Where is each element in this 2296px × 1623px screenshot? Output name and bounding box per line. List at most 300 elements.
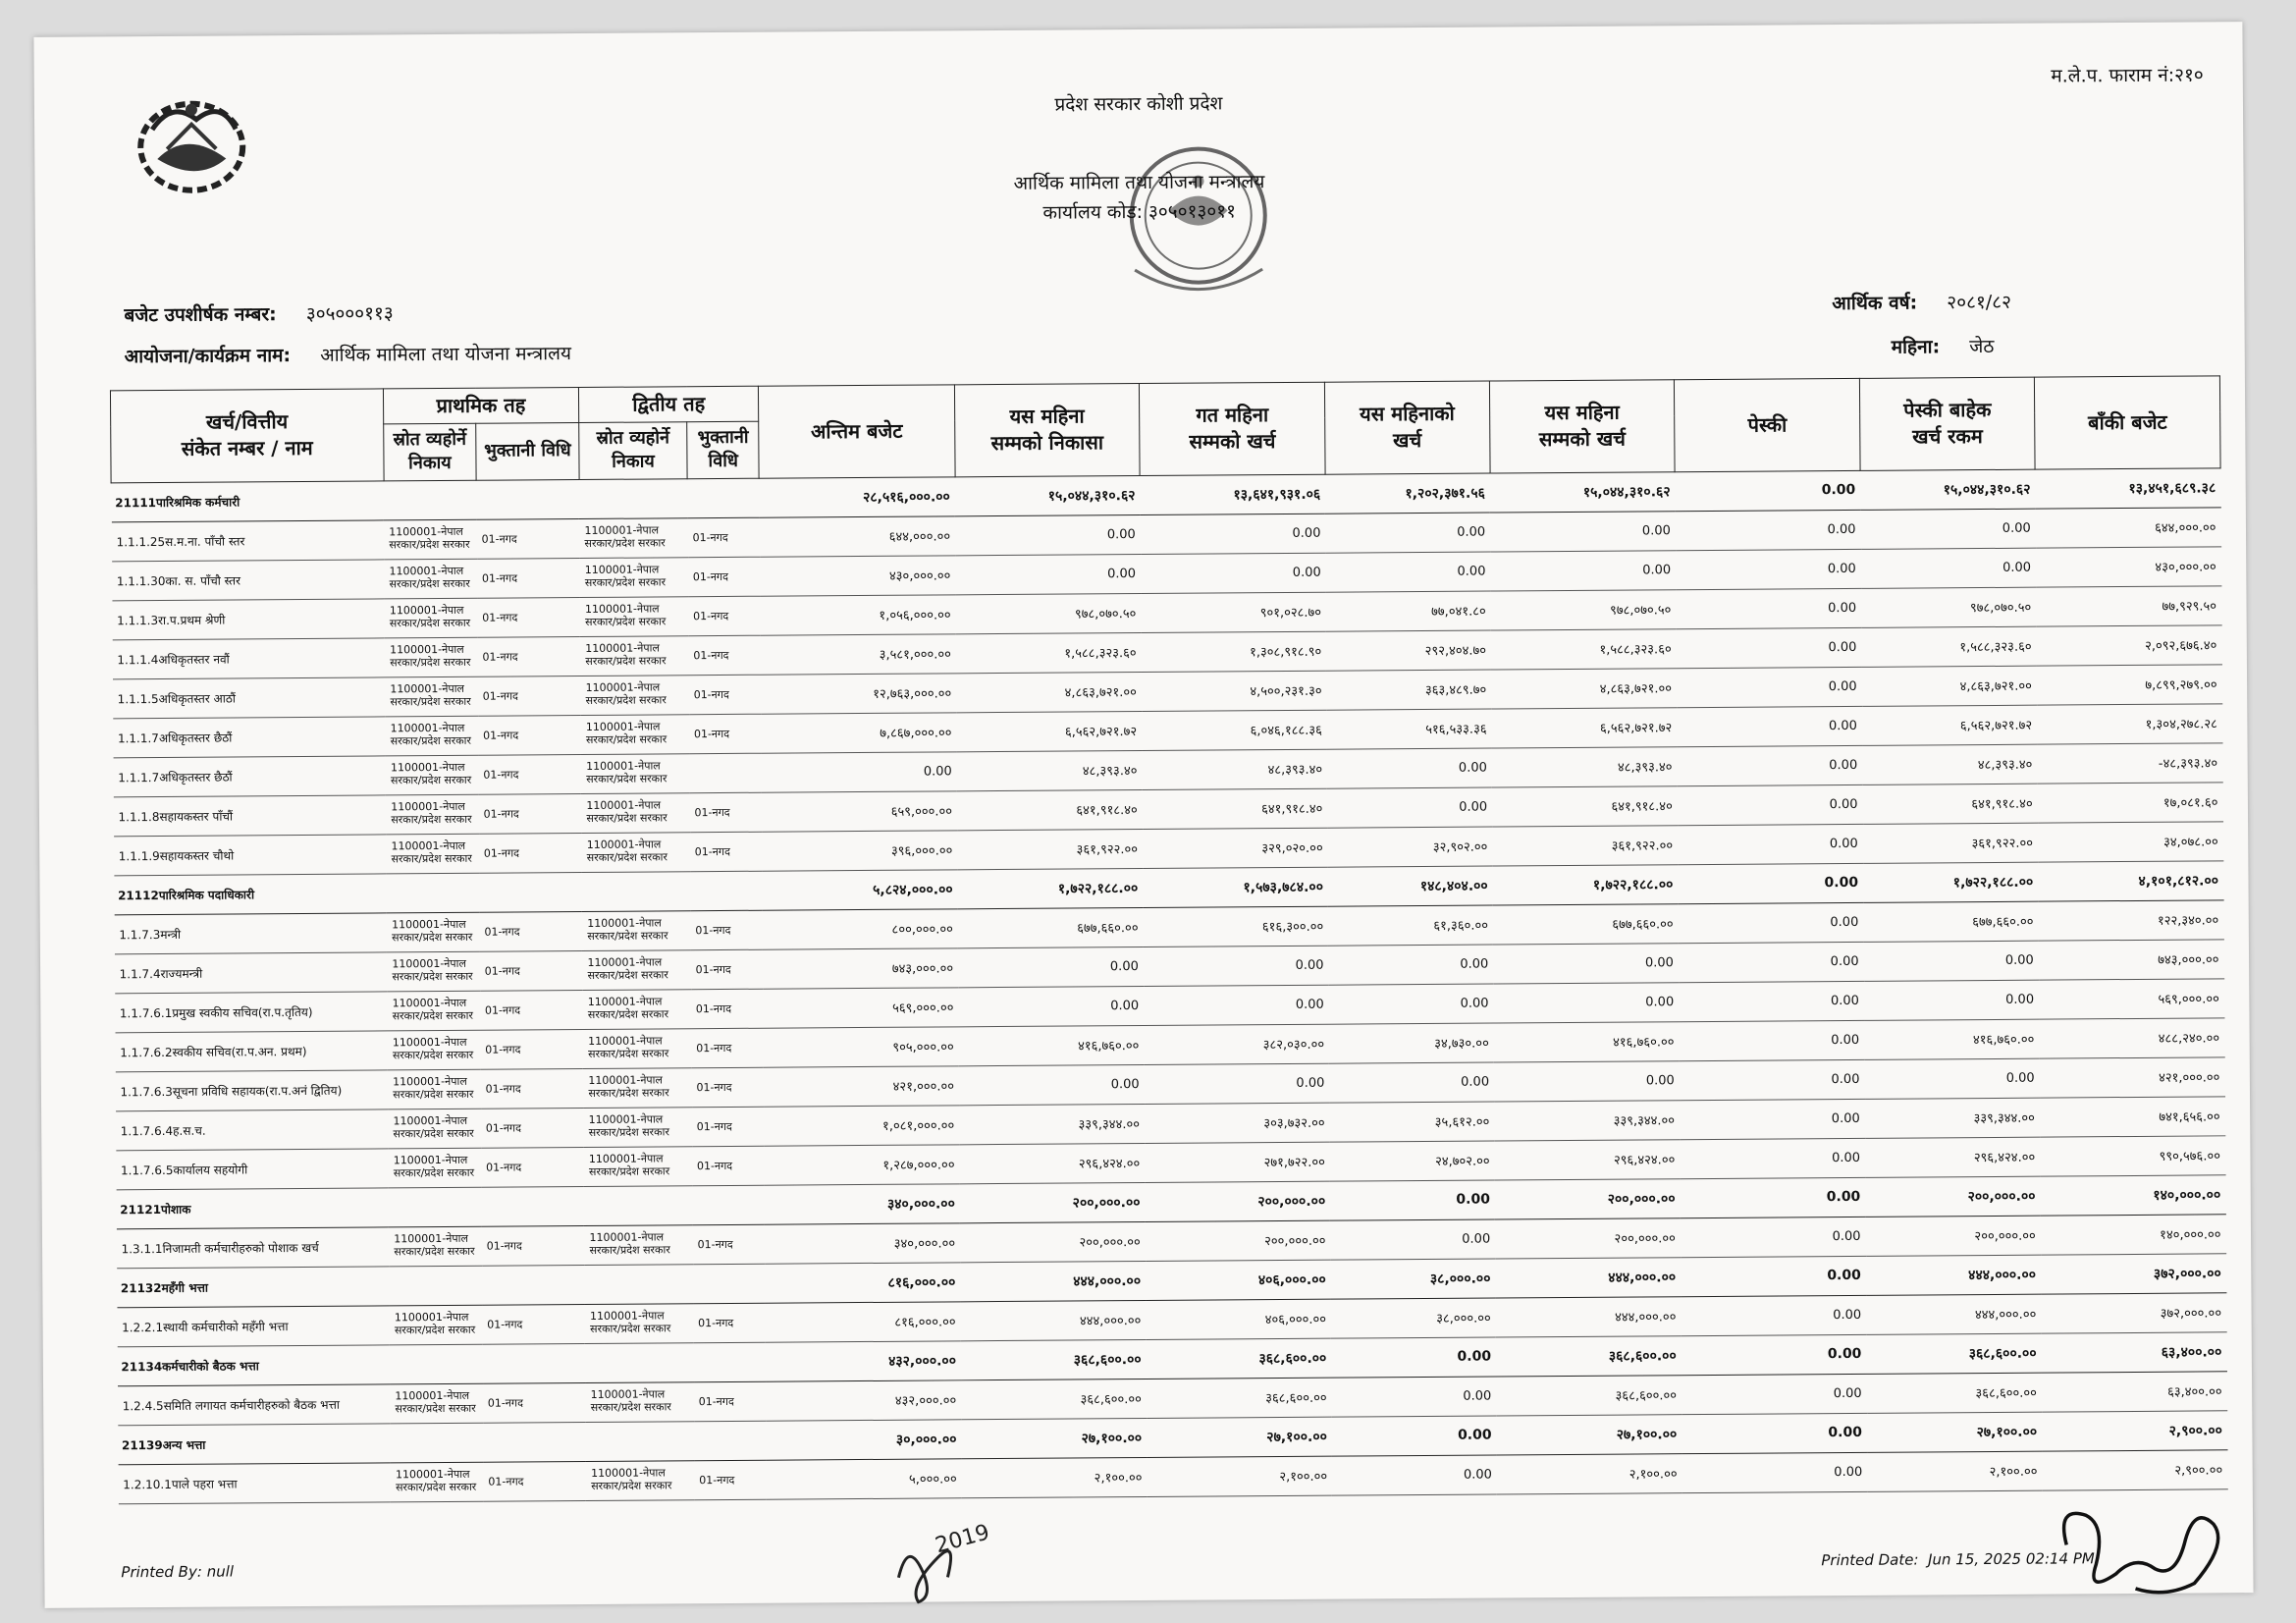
remaining-budget-cell: ६३,४००.०० — [2041, 1331, 2226, 1372]
final-budget-cell: ८००,०००.०० — [763, 908, 958, 948]
primary-source-agency: 1100001-नेपाल सरकार/प्रदेश सरकार — [388, 1030, 481, 1070]
release-cell: ३३९,३४४.०० — [959, 1104, 1145, 1144]
secondary-payment-method — [687, 478, 760, 518]
header-release: यस महिना सम्मको निकासा — [954, 384, 1140, 477]
prev-expense-cell: १,५७३,७८४.०० — [1143, 867, 1328, 907]
cumulative-expense-cell: 0.00 — [1490, 550, 1676, 590]
secondary-source-agency — [579, 478, 687, 518]
secondary-payment-method: 01-नगद — [689, 675, 762, 715]
secondary-payment-method — [694, 1421, 767, 1461]
primary-source-agency — [389, 1266, 482, 1306]
primary-payment-method: 01-नगद — [478, 715, 581, 755]
net-expense-cell: 0.00 — [1864, 980, 2039, 1020]
secondary-payment-method — [689, 753, 762, 793]
primary-payment-method: 01-नगद — [479, 911, 582, 951]
primary-payment-method: 01-नगद — [481, 1108, 584, 1148]
primary-source-agency: 1100001-नेपाल सरकार/प्रदेश सरकार — [386, 755, 479, 795]
month-expense-cell: १,२०२,३७१.५६ — [1325, 473, 1490, 514]
primary-payment-method: 01-नगद — [480, 1029, 583, 1069]
release-cell: ३६८,६००.०० — [961, 1339, 1147, 1380]
month-expense-cell: ३४,७३०.०० — [1329, 1023, 1494, 1063]
prev-expense-cell: ३०३,७३२.०० — [1145, 1103, 1330, 1143]
prev-expense-cell: ६४१,९१८.४० — [1143, 788, 1328, 829]
advance-cell: 0.00 — [1677, 667, 1862, 707]
net-expense-cell: ४४४,०००.०० — [1866, 1255, 2041, 1295]
cumulative-expense-cell: २००,०००.०० — [1495, 1217, 1681, 1258]
remaining-budget-cell: १४०,०००.०० — [2040, 1174, 2225, 1215]
cumulative-expense-cell: ३६१,९२२.०० — [1492, 825, 1678, 865]
header-month-expense: यस महिनाको खर्च — [1324, 381, 1489, 474]
primary-source-agency — [391, 1423, 484, 1463]
header-source-agency: स्रोत व्यहोर्ने निकाय — [383, 423, 476, 480]
month-expense-cell: 0.00 — [1332, 1455, 1497, 1495]
primary-source-agency — [387, 873, 480, 913]
header-code-name: खर्च/वित्तीय संकेत नम्बर / नाम — [110, 389, 383, 483]
row-code-name: 1.1.1.9सहायकस्तर चौथो — [114, 834, 387, 875]
primary-payment-method: 01-नगद — [482, 1225, 585, 1266]
advance-cell: 0.00 — [1679, 942, 1864, 982]
net-expense-cell: ४४४,०००.०० — [1866, 1294, 2041, 1334]
release-cell: ६७७,६६०.०० — [958, 907, 1144, 947]
cumulative-expense-cell: १५,०४४,३१०.६२ — [1490, 471, 1676, 512]
secondary-payment-method: 01-नगद — [692, 1107, 765, 1147]
release-cell: ४८,३९३.४० — [957, 750, 1143, 790]
net-expense-cell: ६४१,९१८.४० — [1862, 784, 2037, 824]
secondary-source-agency — [582, 871, 690, 911]
advance-cell: 0.00 — [1677, 627, 1862, 668]
primary-source-agency — [384, 480, 477, 520]
release-cell: 0.00 — [955, 514, 1141, 555]
month-expense-cell: ३५,६१२.०० — [1330, 1102, 1495, 1142]
prev-expense-cell: १,३०८,९१८.९० — [1141, 631, 1326, 672]
cumulative-expense-cell: २,१००.०० — [1497, 1453, 1682, 1493]
net-expense-cell: १,५८८,३२३.६० — [1861, 626, 2036, 667]
advance-cell: 0.00 — [1678, 824, 1863, 864]
prev-expense-cell: 0.00 — [1141, 514, 1326, 554]
primary-source-agency: 1100001-नेपाल सरकार/प्रदेश सरकार — [384, 559, 477, 599]
secondary-source-agency: 1100001-नेपाल सरकार/प्रदेश सरकार — [586, 1460, 694, 1500]
month-expense-cell: ३२,९०२.०० — [1328, 827, 1493, 867]
month-expense-cell: ७७,०४१.८० — [1326, 591, 1491, 631]
net-expense-cell: ३६१,९२२.०० — [1863, 823, 2038, 863]
secondary-source-agency: 1100001-नेपाल सरकार/प्रदेश सरकार — [584, 1107, 692, 1147]
program-name — [125, 340, 571, 368]
remaining-budget-cell: १४०,०००.०० — [2041, 1214, 2226, 1254]
header-advance: पेस्की — [1675, 378, 1860, 471]
final-budget-cell: १,२८७,०००.०० — [764, 1144, 959, 1184]
month-expense-cell: 0.00 — [1327, 787, 1492, 828]
secondary-source-agency: 1100001-नेपाल सरकार/प्रदेश सरकार — [581, 714, 689, 754]
primary-source-agency: 1100001-नेपाल सरकार/प्रदेश सरकार — [385, 637, 478, 677]
final-budget-cell: ३४०,०००.०० — [765, 1183, 960, 1223]
month-expense-cell: ३८,०००.०० — [1331, 1259, 1496, 1299]
secondary-payment-method: 01-नगद — [690, 832, 763, 872]
prev-expense-cell: १३,६४१,९३१.०६ — [1140, 474, 1325, 514]
initials-signature — [879, 1518, 1076, 1607]
primary-payment-method: 01-नगद — [478, 793, 581, 834]
advance-cell: 0.00 — [1682, 1413, 1867, 1453]
cumulative-expense-cell: २००,०००.०० — [1495, 1178, 1681, 1218]
remaining-budget-cell: ६३,४००.०० — [2042, 1371, 2227, 1411]
net-expense-cell: २७,१००.०० — [1867, 1412, 2042, 1452]
secondary-payment-method — [693, 1264, 766, 1304]
cumulative-expense-cell: ४४४,०००.०० — [1496, 1296, 1682, 1336]
secondary-payment-method: 01-नगद — [694, 1460, 767, 1500]
month-expense-cell: 0.00 — [1331, 1337, 1496, 1378]
secondary-source-agency: 1100001-नेपाल सरकार/प्रदेश सरकार — [583, 1028, 691, 1068]
advance-cell: 0.00 — [1681, 1295, 1866, 1335]
release-cell: ३६८,६००.०० — [961, 1379, 1147, 1419]
row-code-name: 21134कर्मचारीको बैठक भत्ता — [117, 1344, 390, 1385]
primary-payment-method: 01-नगद — [477, 558, 580, 598]
cumulative-expense-cell: 0.00 — [1490, 511, 1676, 551]
release-cell: 0.00 — [958, 986, 1144, 1026]
row-code-name: 1.1.7.6.3सूचना प्रविधि सहायक(रा.प.अनं द्वितिय) — [115, 1069, 388, 1110]
remaining-budget-cell: ३७२,०००.०० — [2041, 1292, 2226, 1332]
secondary-source-agency: 1100001-नेपाल सरकार/प्रदेश सरकार — [581, 753, 689, 793]
advance-cell: 0.00 — [1682, 1452, 1867, 1492]
primary-payment-method: 01-नगद — [483, 1382, 586, 1423]
signature — [2047, 1485, 2244, 1603]
final-budget-cell: ६५९,०००.०० — [762, 790, 957, 831]
remaining-budget-cell: २,९००.०० — [2042, 1410, 2227, 1450]
advance-cell: 0.00 — [1675, 470, 1860, 511]
secondary-source-agency: 1100001-नेपाल सरकार/प्रदेश सरकार — [580, 635, 688, 676]
secondary-source-agency: 1100001-नेपाल सरकार/प्रदेश सरकार — [584, 1224, 692, 1265]
secondary-source-agency: 1100001-नेपाल सरकार/प्रदेश सरकार — [580, 557, 688, 597]
header-primary-level: प्राथमिक तह — [383, 388, 578, 424]
advance-cell: 0.00 — [1680, 1099, 1865, 1139]
net-expense-cell: ९७८,०७०.५० — [1861, 587, 2036, 627]
prev-expense-cell: २००,०००.०० — [1146, 1220, 1331, 1261]
secondary-payment-method: 01-नगद — [688, 596, 761, 636]
prev-expense-cell: ४०६,०००.०० — [1146, 1260, 1331, 1300]
document-sheet — [33, 22, 2253, 1608]
header-cumulative-expense: यस महिना सम्मको खर्च — [1489, 380, 1675, 473]
primary-payment-method: 01-नगद — [481, 1147, 584, 1187]
cumulative-expense-cell: 0.00 — [1494, 1060, 1680, 1101]
remaining-budget-cell: ४३०,०००.०० — [2036, 546, 2221, 586]
cumulative-expense-cell: ६,५६२,७२१.७२ — [1491, 707, 1677, 747]
month-expense-cell: 0.00 — [1327, 748, 1492, 788]
month-expense-cell: 0.00 — [1325, 513, 1490, 553]
secondary-source-agency: 1100001-नेपाल सरकार/प्रदेश सरकार — [583, 1067, 691, 1108]
month-expense-cell: 0.00 — [1326, 552, 1491, 592]
primary-payment-method: 01-नगद — [482, 1304, 585, 1344]
office-stamp — [1095, 122, 1302, 329]
primary-source-agency: 1100001-नेपाल सरकार/प्रदेश सरकार — [386, 716, 479, 756]
net-expense-cell: १,७२२,१८८.०० — [1863, 862, 2038, 902]
primary-source-agency: 1100001-नेपाल सरकार/प्रदेश सरकार — [385, 676, 478, 717]
secondary-payment-method — [690, 871, 763, 911]
secondary-payment-method: 01-नगद — [694, 1381, 767, 1422]
primary-payment-method — [481, 1186, 584, 1226]
secondary-source-agency: 1100001-नेपाल सरकार/प्रदेश सरकार — [583, 989, 691, 1029]
net-expense-cell: 0.00 — [1864, 1058, 2039, 1099]
printed-by-value: null — [206, 1562, 235, 1581]
final-budget-cell: ४२१,०००.०० — [764, 1065, 959, 1106]
remaining-budget-cell: २,९००.०० — [2042, 1449, 2227, 1489]
row-code-name: 1.2.2.1स्थायी कर्मचारीको महँगी भत्ता — [117, 1305, 390, 1346]
cumulative-expense-cell: ३६८,६००.०० — [1496, 1335, 1682, 1376]
remaining-budget-cell: ७४१,६५६.०० — [2040, 1096, 2225, 1136]
row-code-name: 1.1.7.6.4ह.स.च. — [116, 1109, 389, 1150]
printed-date-value: Jun 15, 2025 02:14 PM — [1928, 1549, 2095, 1569]
program-label: आयोजना/कार्यक्रम नाम: — [124, 345, 292, 368]
remaining-budget-cell: ४२१,०००.०० — [2040, 1056, 2225, 1097]
advance-cell: 0.00 — [1680, 1138, 1865, 1178]
month-expense-cell: ५१६,५३३.३६ — [1327, 709, 1492, 749]
secondary-source-agency: 1100001-नेपाल सरकार/प्रदेश सरकार — [582, 832, 690, 872]
fiscal-year-label: आर्थिक वर्ष: — [1832, 292, 1918, 315]
office-code: कार्यालय कोड: ३०५०१३०११ — [1042, 200, 1237, 224]
secondary-source-agency: 1100001-नेपाल सरकार/प्रदेश सरकार — [580, 675, 688, 715]
row-code-name: 1.1.1.7अधिकृतस्तर छैठौं — [113, 755, 386, 796]
secondary-source-agency: 1100001-नेपाल सरकार/प्रदेश सरकार — [585, 1381, 693, 1422]
primary-payment-method: 01-नगद — [479, 833, 582, 873]
secondary-payment-method: 01-नगद — [691, 1067, 764, 1108]
advance-cell: 0.00 — [1676, 588, 1861, 628]
primary-source-agency: 1100001-नेपाल सरकार/प्रदेश सरकार — [389, 1148, 482, 1188]
secondary-payment-method: 01-नगद — [688, 635, 761, 676]
row-code-name: 21121पोशाक — [116, 1187, 389, 1228]
net-expense-cell: २९६,४२४.०० — [1865, 1137, 2040, 1177]
advance-cell: 0.00 — [1676, 510, 1861, 550]
row-code-name: 1.1.7.4राज्यमन्त्री — [114, 951, 387, 993]
secondary-payment-method — [693, 1342, 766, 1382]
cumulative-expense-cell: ६४१,९१८.४० — [1492, 785, 1678, 826]
row-code-name: 1.2.10.1पाले पहरा भत्ता — [118, 1462, 391, 1503]
remaining-budget-cell: १७,०८१.६० — [2038, 782, 2223, 822]
net-expense-cell: २,१००.०० — [1867, 1451, 2042, 1491]
office-line-2: आर्थिक मामिला तथा योजना मन्त्रालय — [1013, 171, 1265, 194]
month-expense-cell: ३८,०००.०० — [1331, 1298, 1496, 1338]
net-expense-cell: ६,५६२,७२१.७२ — [1862, 705, 2037, 745]
month-expense-cell: ३६३,४८९.७० — [1326, 670, 1491, 710]
prev-expense-cell: ३६८,६००.०० — [1147, 1378, 1332, 1418]
final-budget-cell: ९०५,०००.०० — [763, 1026, 958, 1066]
release-cell: १,७२२,१८८.०० — [957, 868, 1143, 908]
primary-source-agency: 1100001-नेपाल सरकार/प्रदेश सरकार — [385, 598, 478, 638]
prev-expense-cell: ३२९,०२०.०० — [1143, 828, 1328, 868]
primary-payment-method — [483, 1422, 586, 1462]
secondary-source-agency — [584, 1185, 692, 1225]
final-budget-cell: ३,५८१,०००.०० — [761, 633, 956, 674]
release-cell: 0.00 — [955, 554, 1141, 594]
budget-subhead-label: बजेट उपशीर्षक नम्बर: — [124, 303, 277, 327]
final-budget-cell: ७४३,०००.०० — [763, 947, 958, 988]
row-code-name: 1.1.1.5अधिकृतस्तर आठौं — [113, 676, 386, 718]
secondary-source-agency — [585, 1264, 693, 1304]
remaining-budget-cell: ५६९,०००.०० — [2039, 978, 2224, 1018]
final-budget-cell: 0.00 — [761, 751, 956, 791]
prev-expense-cell: ३८२,०३०.०० — [1144, 1024, 1329, 1064]
final-budget-cell: ४३२,०००.०० — [766, 1380, 961, 1420]
final-budget-cell: ४३२,०००.०० — [766, 1340, 961, 1380]
month-expense-cell: १४८,४०४.०० — [1328, 866, 1493, 906]
cumulative-expense-cell: ९७८,०७०.५० — [1491, 589, 1677, 629]
final-budget-cell: ४३०,०००.०० — [760, 555, 955, 595]
month — [1892, 333, 1995, 359]
primary-source-agency: 1100001-नेपाल सरकार/प्रदेश सरकार — [386, 834, 479, 874]
month-expense-cell: 0.00 — [1330, 1219, 1495, 1260]
final-budget-cell: ३०,०००.०० — [766, 1419, 961, 1459]
primary-source-agency: 1100001-नेपाल सरकार/प्रदेश सरकार — [386, 794, 479, 835]
secondary-source-agency — [585, 1342, 693, 1382]
row-code-name: 21139अन्य भत्ता — [118, 1423, 391, 1464]
prev-expense-cell: ४८,३९३.४० — [1142, 749, 1327, 789]
month-expense-cell: 0.00 — [1331, 1377, 1496, 1417]
release-cell: ४४४,०००.०० — [960, 1261, 1146, 1301]
prev-expense-cell: 0.00 — [1144, 946, 1329, 986]
release-cell: ६,५६२,७२१.७२ — [956, 711, 1142, 751]
header-remaining-budget: बाँकी बजेट — [2035, 376, 2220, 469]
prev-expense-cell: ३६८,६००.०० — [1146, 1338, 1331, 1379]
final-budget-cell: ३९६,०००.०० — [762, 830, 957, 870]
release-cell: २००,०००.०० — [960, 1221, 1146, 1262]
month-expense-cell: 0.00 — [1332, 1416, 1497, 1456]
remaining-budget-cell: १३,४५१,६८९.३८ — [2035, 467, 2220, 508]
remaining-budget-cell: ४,१०१,८१२.०० — [2038, 860, 2223, 900]
final-budget-cell: ७,८६७,०००.०० — [761, 712, 956, 752]
row-code-name: 21132महँगी भत्ता — [117, 1266, 390, 1307]
svg-text:2019: 2019 — [933, 1520, 992, 1559]
advance-cell: 0.00 — [1678, 863, 1863, 903]
release-cell: 0.00 — [959, 1064, 1145, 1105]
row-code-name: 1.1.7.6.2स्वकीय सचिव(रा.प.अन. प्रथम) — [115, 1030, 388, 1071]
month-expense-cell: २४,७०२.०० — [1330, 1141, 1495, 1181]
budget-expense-table — [110, 375, 2228, 1504]
advance-cell: 0.00 — [1678, 784, 1863, 825]
row-code-name: 1.1.1.8सहायकस्तर पाँचौं — [113, 794, 386, 836]
net-expense-cell: २००,०००.०० — [1865, 1216, 2040, 1256]
net-expense-cell: ४८,३९३.४० — [1862, 744, 2037, 784]
table-body — [111, 467, 2227, 1503]
secondary-payment-method: 01-नगद — [691, 989, 764, 1029]
prev-expense-cell: २७,१००.०० — [1147, 1417, 1332, 1457]
primary-source-agency: 1100001-नेपाल सरकार/प्रदेश सरकार — [391, 1462, 484, 1502]
form-number: म.ले.प. फाराम नं:२१० — [2051, 64, 2204, 87]
secondary-payment-method: 01-नगद — [690, 949, 763, 990]
header-prev-expense: गत महिना सम्मको खर्च — [1140, 382, 1325, 475]
secondary-source-agency: 1100001-नेपाल सरकार/प्रदेश सरकार — [581, 792, 689, 833]
row-code-name: 1.1.1.30का. स. पाँचौ स्तर — [112, 559, 385, 600]
primary-payment-method: 01-नगद — [480, 1068, 583, 1109]
final-budget-cell: १,०५६,०००.०० — [760, 594, 955, 634]
budget-subhead — [124, 299, 393, 327]
remaining-budget-cell: ३४,०७८.०० — [2038, 821, 2223, 861]
advance-cell: 0.00 — [1679, 902, 1864, 943]
final-budget-cell: २८,५१६,०००.०० — [760, 476, 955, 516]
primary-source-agency: 1100001-नेपाल सरकार/प्रदेश सरकार — [388, 991, 481, 1031]
net-expense-cell: ३६८,६००.०० — [1866, 1333, 2041, 1374]
advance-cell: 0.00 — [1680, 1177, 1865, 1217]
final-budget-cell: ५,०००.०० — [766, 1458, 961, 1498]
remaining-budget-cell: ७४३,०००.०० — [2039, 939, 2224, 979]
prev-expense-cell: ६,०४६,१८८.३६ — [1142, 710, 1327, 750]
net-expense-cell: ४१६,७६०.०० — [1864, 1019, 2039, 1059]
cumulative-expense-cell: ४१६,७६०.०० — [1494, 1021, 1680, 1061]
release-cell: २००,०००.०० — [960, 1182, 1146, 1222]
header-secondary-level: द्वितीय तह — [578, 386, 759, 422]
release-cell: ९७८,०७०.५० — [956, 593, 1142, 633]
net-expense-cell: ४,८६३,७२१.०० — [1862, 666, 2037, 706]
primary-payment-method — [482, 1265, 585, 1305]
final-budget-cell: ३४०,०००.०० — [765, 1222, 960, 1263]
cumulative-expense-cell: २७,१००.०० — [1496, 1414, 1682, 1454]
cumulative-expense-cell: २९६,४२४.०० — [1494, 1139, 1680, 1179]
advance-cell: 0.00 — [1677, 745, 1862, 785]
final-budget-cell: १,०८१,०००.०० — [764, 1105, 959, 1145]
header-net-expense: पेस्की बाहेक खर्च रकम — [1859, 377, 2035, 470]
net-expense-cell: २००,०००.०० — [1865, 1176, 2040, 1217]
release-cell: 0.00 — [958, 947, 1144, 987]
advance-cell: 0.00 — [1681, 1256, 1866, 1296]
remaining-budget-cell: -४८,३९३.४० — [2037, 742, 2222, 783]
remaining-budget-cell: ३७२,०००.०० — [2041, 1253, 2226, 1293]
release-cell: ६४१,९१८.४० — [957, 789, 1143, 830]
secondary-payment-method: 01-नगद — [689, 792, 762, 833]
advance-cell: 0.00 — [1679, 981, 1864, 1021]
primary-payment-method: 01-नगद — [477, 597, 580, 637]
net-expense-cell: 0.00 — [1863, 941, 2038, 981]
row-code-name: 1.1.7.3मन्त्री — [114, 912, 387, 953]
primary-payment-method — [476, 479, 579, 519]
primary-payment-method: 01-नगद — [477, 636, 580, 676]
month-expense-cell: 0.00 — [1328, 945, 1493, 985]
secondary-payment-method: 01-नगद — [689, 714, 762, 754]
release-cell: १,५८८,३२३.६० — [956, 632, 1142, 673]
primary-source-agency: 1100001-नेपाल सरकार/प्रदेश सरकार — [390, 1383, 483, 1424]
secondary-source-agency: 1100001-नेपाल सरकार/प्रदेश सरकार — [582, 910, 690, 950]
header-secondary-source: स्रोत व्यहोर्ने निकाय — [579, 422, 687, 479]
primary-payment-method: 01-नगद — [477, 518, 580, 559]
row-code-name: 1.1.1.4अधिकृतस्तर नवौं — [112, 637, 385, 678]
cumulative-expense-cell: ४४४,०००.०० — [1495, 1257, 1681, 1297]
row-code-name: 1.1.7.6.1प्रमुख स्वकीय सचिव(रा.प.तृतिय) — [115, 991, 388, 1032]
header-final-budget: अन्तिम बजेट — [759, 385, 955, 478]
month-value: जेठ — [1969, 335, 1995, 358]
program-value: आर्थिक मामिला तथा योजना मन्त्रालय — [320, 343, 572, 366]
release-cell: ४,८६३,७२१.०० — [956, 672, 1142, 712]
prev-expense-cell: ९०१,०२८.७० — [1141, 592, 1326, 632]
month-expense-cell: 0.00 — [1329, 1062, 1494, 1103]
release-cell: २,१००.०० — [962, 1457, 1148, 1497]
secondary-payment-method: 01-नगद — [688, 557, 761, 597]
row-code-name: 1.2.4.5समिति लगायत कर्मचारीहरुको बैठक भत्ता — [118, 1383, 391, 1425]
secondary-source-agency — [586, 1421, 694, 1461]
secondary-source-agency: 1100001-नेपाल सरकार/प्रदेश सरकार — [580, 596, 688, 636]
fiscal-year-value: २०८१/८२ — [1947, 291, 2012, 314]
net-expense-cell: ३३९,३४४.०० — [1865, 1098, 2040, 1138]
remaining-budget-cell: ६४४,०००.०० — [2036, 507, 2221, 547]
cumulative-expense-cell: ४,८६३,७२१.०० — [1491, 668, 1677, 708]
net-expense-cell: १५,०४४,३१०.६२ — [1860, 469, 2035, 510]
row-code-name: 1.1.1.7अधिकृतस्तर छैठौं — [113, 716, 386, 757]
advance-cell: 0.00 — [1680, 1059, 1865, 1100]
net-expense-cell: 0.00 — [1860, 509, 2035, 549]
net-expense-cell: ३६८,६००.०० — [1867, 1373, 2042, 1413]
advance-cell: 0.00 — [1682, 1374, 1867, 1414]
primary-source-agency: 1100001-नेपाल सरकार/प्रदेश सरकार — [387, 951, 480, 992]
prev-expense-cell: २,१००.०० — [1147, 1456, 1332, 1496]
fiscal-year — [1832, 289, 2011, 315]
release-cell: ४४४,०००.०० — [961, 1300, 1147, 1340]
office-line-1: प्रदेश सरकार कोशी प्रदेश — [1054, 92, 1223, 116]
primary-payment-method: 01-नगद — [480, 990, 583, 1030]
release-cell: १५,०४४,३१०.६२ — [955, 475, 1141, 515]
header-payment-method: भुक्तानी विधि — [476, 423, 579, 480]
